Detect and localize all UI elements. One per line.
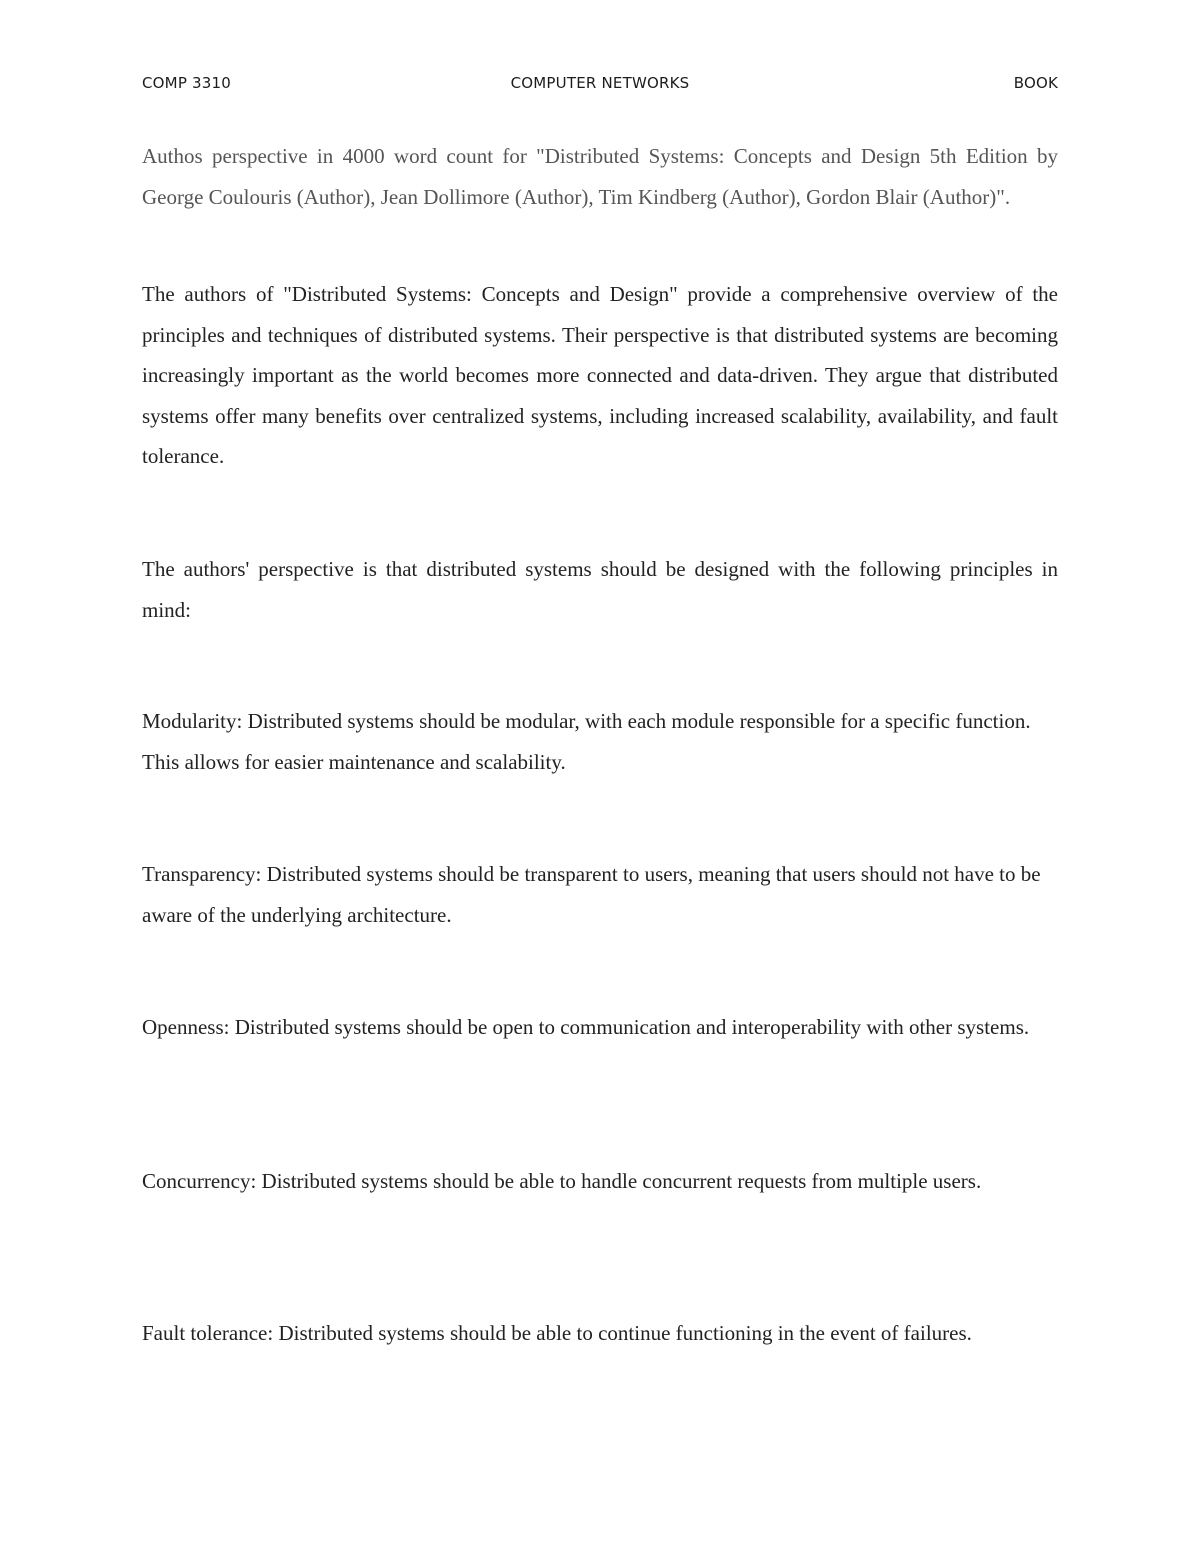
overview-paragraph-block: [142, 274, 1058, 477]
intro-paragraph: Authos perspective in 4000 word count for "Distributed Systems: Concepts and Design 5th Edition by George Coulouris (Author), Jean Dollimore (Author), Tim Kindberg (Author), Gordon Blair (Author)".: [142, 144, 1058, 209]
principle-fault-tolerance: Fault tolerance: Distributed systems should be able to continue functioning in the event of failures.: [142, 1321, 972, 1345]
header-section-label: BOOK: [1013, 74, 1058, 92]
principle-block: [142, 701, 1058, 782]
intro-paragraph-block: [142, 136, 1058, 217]
principle-block: [142, 1313, 1058, 1354]
principle-block: [142, 1007, 1058, 1048]
header-course-title: COMPUTER NETWORKS: [510, 74, 690, 92]
overview-paragraph: The authors of "Distributed Systems: Concepts and Design" provide a comprehensive overview of the principles and techniques of distributed systems. Their perspective is that distributed systems are becoming increasingly important as the world becomes more connected and data-driven. They argue that distributed systems offer many benefits over centralized systems, including increased scalability, availability, and fault tolerance.: [142, 282, 1058, 468]
header-course-code: COMP 3310: [142, 74, 232, 92]
page-header: [142, 74, 1058, 98]
principles-intro-block: [142, 549, 1058, 630]
principle-concurrency: Concurrency: Distributed systems should be able to handle concurrent requests from multiple users.: [142, 1169, 982, 1193]
principle-openness: Openness: Distributed systems should be open to communication and interoperability with other systems.: [142, 1015, 1030, 1039]
principles-intro-paragraph: The authors' perspective is that distributed systems should be designed with the following principles in mind:: [142, 557, 1058, 622]
principle-transparency: Transparency: Distributed systems should be transparent to users, meaning that users should not have to be aware of the underlying architecture.: [142, 862, 1041, 927]
principle-block: [142, 1161, 1058, 1202]
principle-modularity: Modularity: Distributed systems should be modular, with each module responsible for a specific function. This allows for easier maintenance and scalability.: [142, 709, 1031, 774]
principle-block: [142, 854, 1058, 935]
